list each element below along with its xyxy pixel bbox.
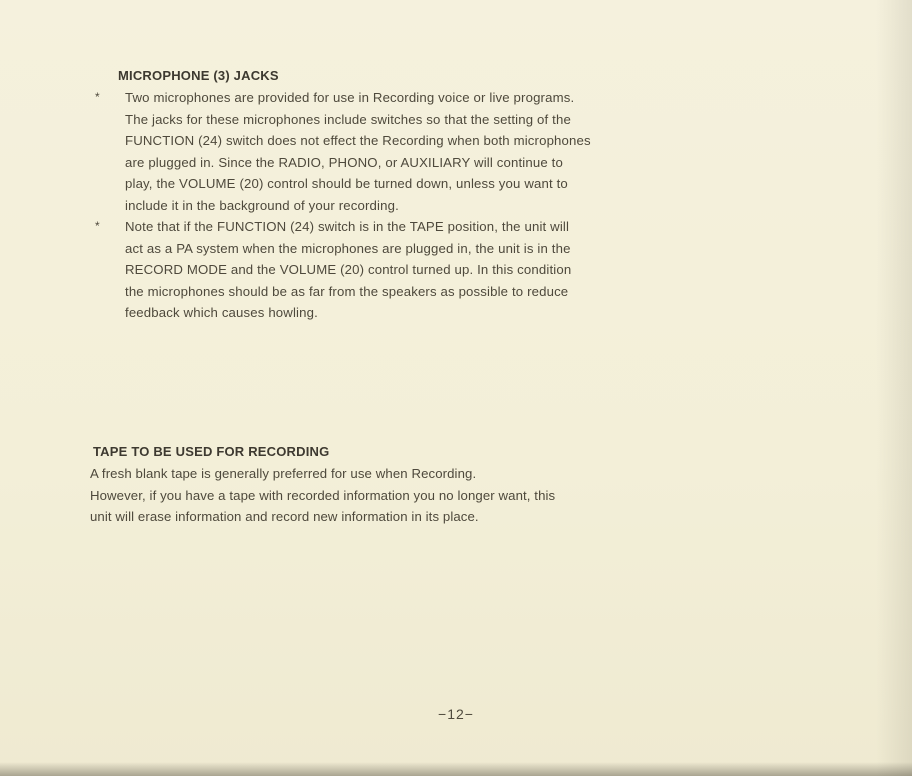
tape-recording-section bbox=[90, 444, 810, 528]
bullet-marker: * bbox=[95, 90, 100, 104]
text-line: feedback which causes howling. bbox=[125, 305, 318, 320]
text-line: the microphones should be as far from the speakers as possible to reduce bbox=[125, 283, 569, 299]
bullet-marker: * bbox=[95, 219, 100, 233]
bullet-item-pa-system bbox=[90, 216, 798, 324]
page-edge-shadow bbox=[876, 0, 912, 776]
bullet-item-microphones bbox=[90, 87, 798, 216]
text-line: However, if you have a tape with recorded information you no longer want, this bbox=[90, 487, 556, 503]
page-number: −12− bbox=[438, 706, 474, 722]
text-line: Two microphones are provided for use in Recording voice or live programs. bbox=[125, 90, 575, 105]
text-line: unit will erase information and record new information in its place. bbox=[90, 509, 479, 524]
text-line: RECORD MODE and the VOLUME (20) control turned up. In this condition bbox=[125, 262, 572, 277]
text-line: play, the VOLUME (20) control should be turned down, unless you want to bbox=[125, 176, 568, 191]
text-line: are plugged in. Since the RADIO, PHONO, or AUXILIARY will continue to bbox=[125, 154, 563, 170]
text-line: FUNCTION (24) switch does not effect the Recording when both microphones bbox=[125, 133, 591, 148]
page-bottom-shadow bbox=[0, 762, 912, 776]
text-line: A fresh blank tape is generally preferred for use when Recording. bbox=[90, 466, 477, 481]
tape-paragraph bbox=[90, 463, 810, 528]
text-line: Note that if the FUNCTION (24) switch is in the TAPE position, the unit will bbox=[125, 219, 570, 234]
text-line: act as a PA system when the microphones are plugged in, the unit is in the bbox=[125, 240, 571, 256]
section-heading-tape: TAPE TO BE USED FOR RECORDING bbox=[93, 444, 330, 459]
microphone-jacks-section bbox=[95, 68, 798, 324]
text-line: include it in the background of your recording. bbox=[125, 197, 399, 213]
text-line: The jacks for these microphones include switches so that the setting of the bbox=[125, 111, 571, 127]
section-heading-microphone-jacks: MICROPHONE (3) JACKS bbox=[118, 68, 279, 83]
